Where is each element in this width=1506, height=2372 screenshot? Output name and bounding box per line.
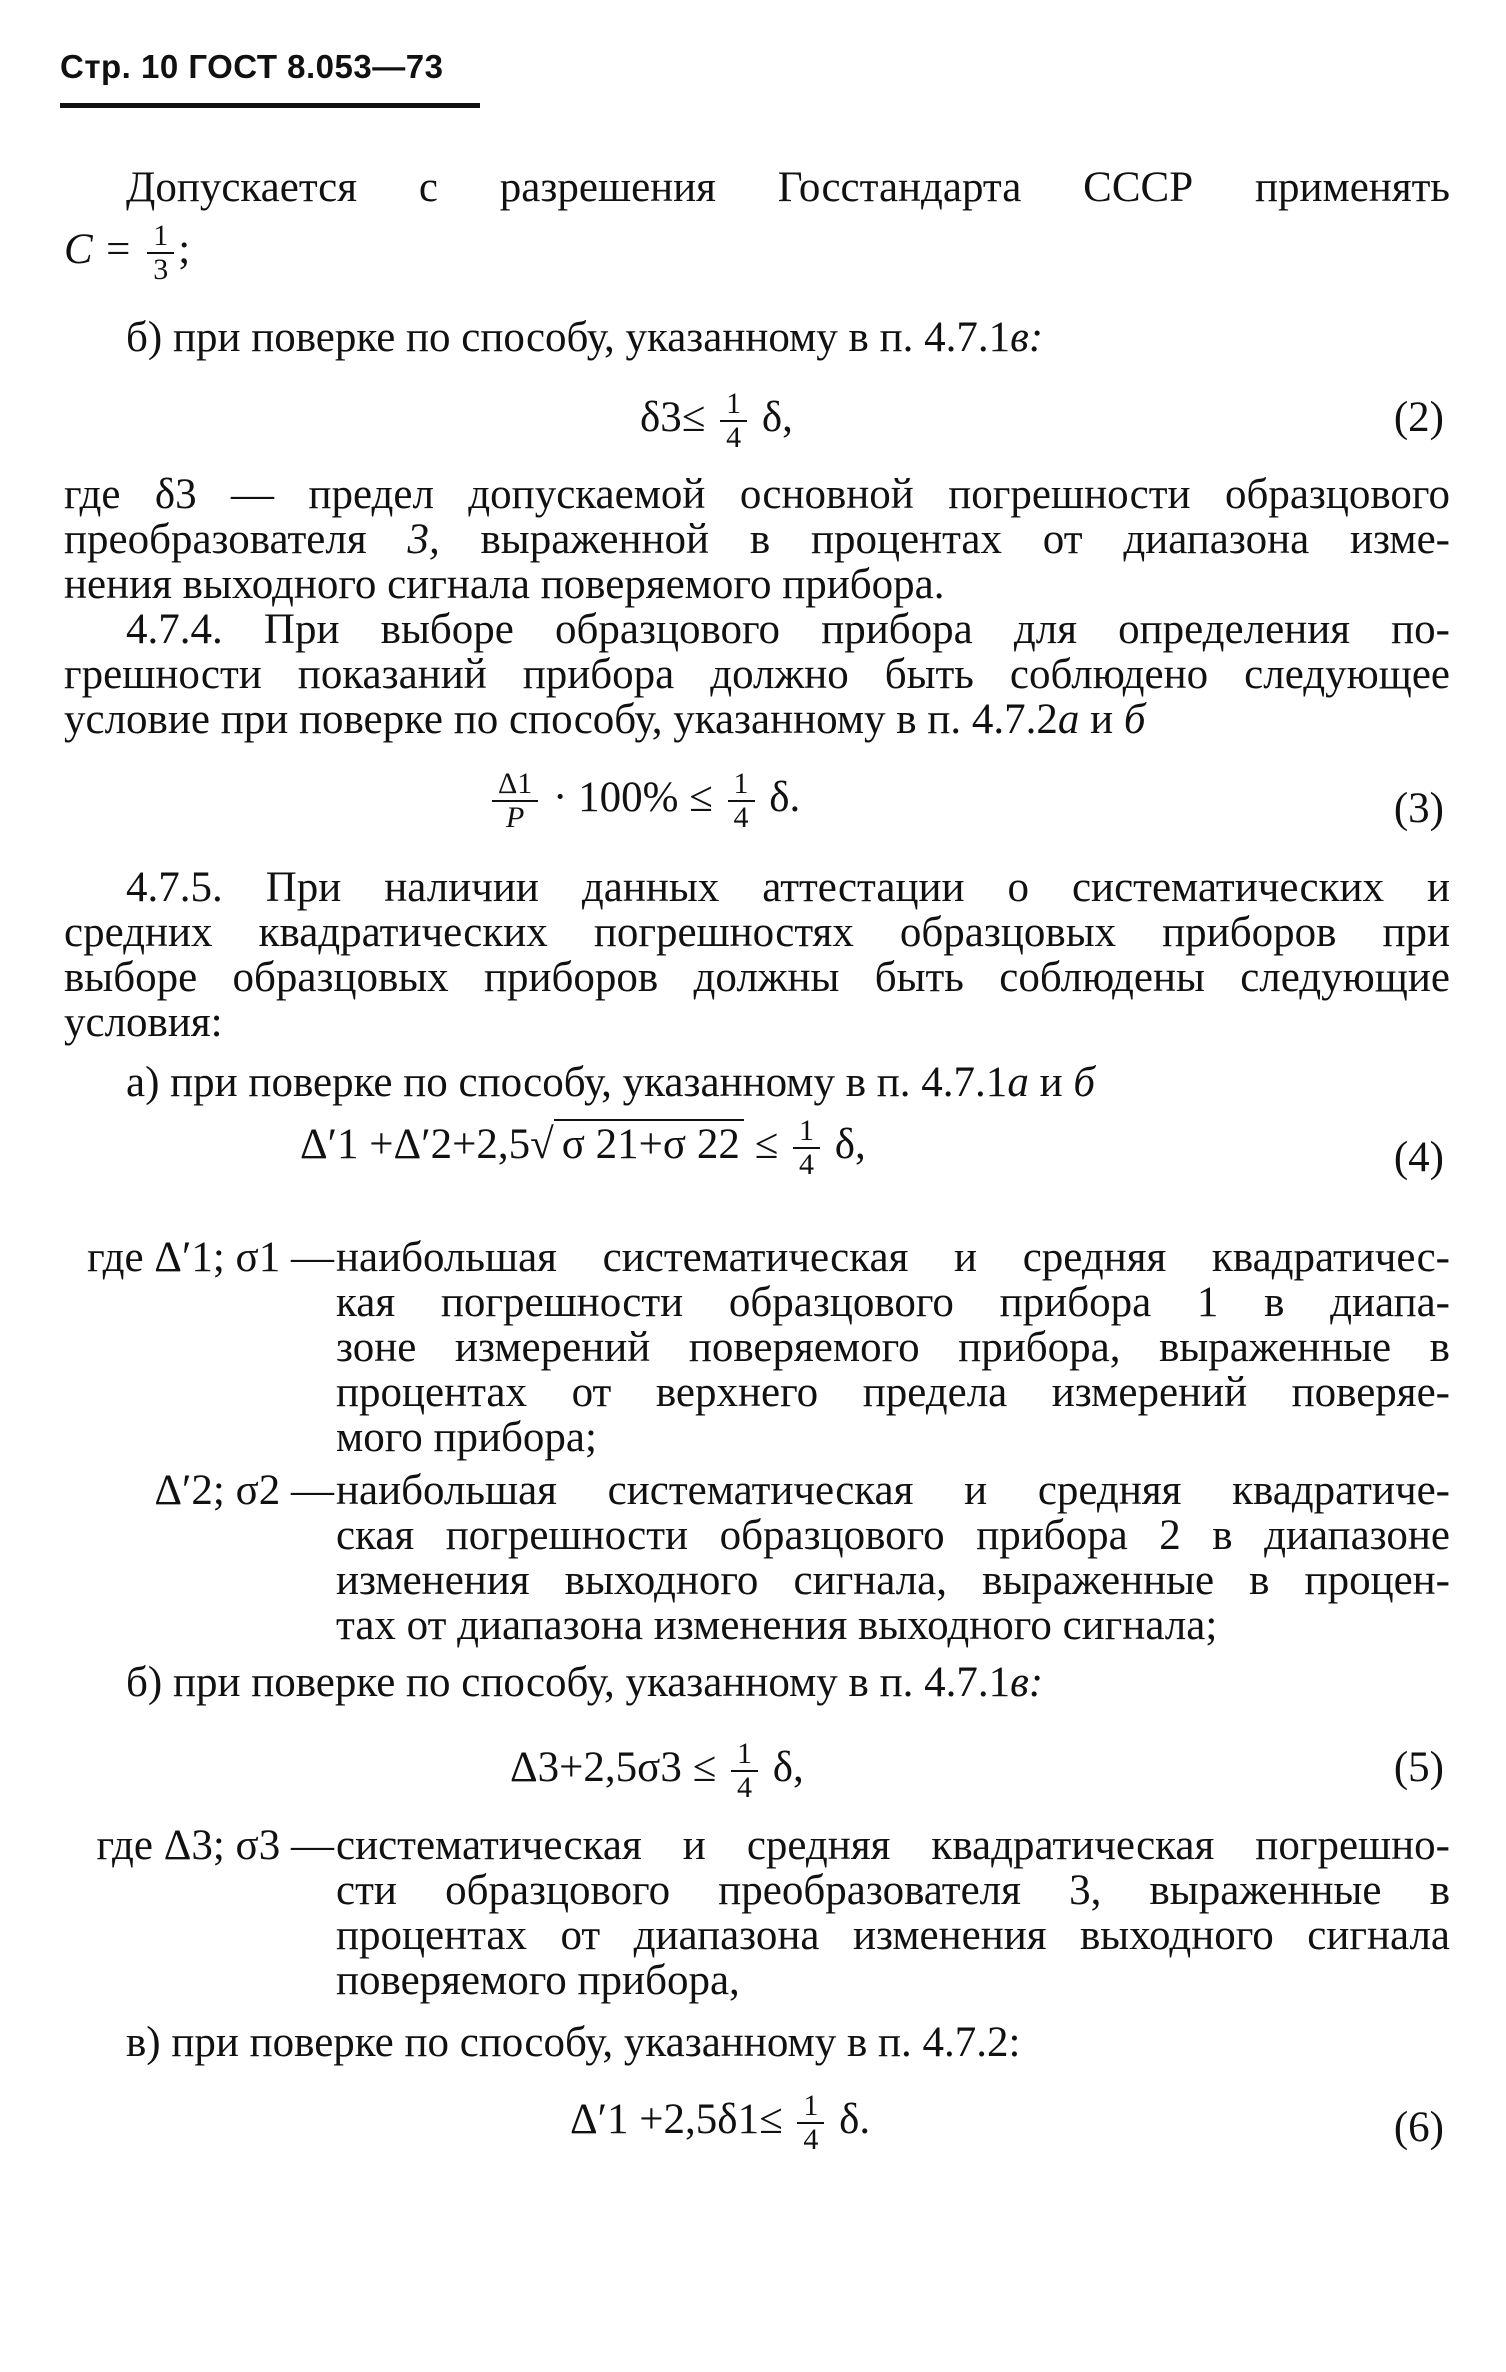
eq4-numerator: 1 [793,1115,820,1149]
eq5-denominator: 4 [736,1771,752,1804]
p475-line3: выборе образцовых приборов должны быть соблюдены следующие [64,954,1450,1001]
eq3-rhs: δ. [769,773,801,821]
eq2-rhs: δ, [761,393,793,441]
intro-line: Допускается с разрешения Госстандарта СССР применять [126,164,1450,211]
where-d3-line3: нения выходного сигнала поверяемого прибора. [64,561,945,608]
item-a-text: а) при поверке по способу, указанному в п. 4.7.1 [126,1059,1008,1106]
p475-line4: условия: [64,999,223,1046]
eq3-denominator: 4 [733,801,749,834]
item-v: в) при поверке по способу, указанному в п. 4.7.2: [126,2019,1021,2066]
item-b2-text: б) при поверке по способу, указанному в п. 4.7.1 [126,1659,1011,1706]
item-b1-ref: в: [1010,314,1044,361]
item-a-and: и [1039,1059,1063,1106]
def3-line: поверяемого прибора, [336,1957,740,2004]
eq3-left-fraction [492,768,538,834]
equation-6 [570,2090,870,2156]
c-formula [64,220,1450,286]
item-b1-text: б) при поверке по способу, указанному в п. 4.7.1 [126,314,1011,361]
p474-line3 [64,697,1450,742]
eq3-mid: · 100% ≤ [553,773,713,821]
equation-4 [300,1115,866,1181]
item-a-ref-b: б [1073,1059,1095,1106]
header-rule [60,103,480,108]
c-denominator: 3 [153,253,169,286]
where-d3-word: преобразователя [64,516,367,563]
page-header: Стр. 10 ГОСТ 8.053—73 [60,48,444,85]
eq6-rhs: δ. [839,2095,871,2143]
c-label: C = [64,225,133,273]
eq3-left-denominator [492,802,538,834]
eq4-rhs: δ, [834,1120,866,1168]
eq3-p: P [505,801,525,834]
c-fraction [147,220,174,286]
item-a [126,1060,1506,1105]
equation-2 [640,388,793,454]
eq5-numerator: 1 [731,1738,758,1772]
eq4-denominator: 4 [798,1148,814,1181]
eq2-numerator: 1 [720,388,747,422]
equation-4-number: (4) [1393,1134,1444,1181]
def3-line: процентах от диапазона изменения выходного сигнала [336,1912,1450,1959]
def2-label: Δ′2; σ2 — [154,1467,334,1514]
eq4-lhs: Δ′1 +Δ′2+2,5 [300,1120,531,1168]
eq4-fraction [793,1115,820,1181]
def1-line: наибольшая систематическая и средняя квадратичес- [336,1234,1450,1281]
def2-line: изменения выходного сигнала, выраженные в процен- [336,1557,1450,1604]
def2-line: наибольшая систематическая и средняя квадратиче- [336,1467,1450,1514]
def1-label: где Δ′1; σ1 — [87,1234,334,1281]
def3-label: где Δ3; σ3 — [96,1822,334,1869]
eq5-fraction [731,1738,758,1804]
item-a-ref-a: а [1007,1059,1029,1106]
p474-ref-a: а [1057,696,1080,743]
p474-line2: грешности показаний прибора должно быть соблюдено следующее [64,651,1450,698]
eq2-lhs: δ3≤ [640,393,706,441]
eq6-numerator: 1 [797,2090,824,2124]
p474-ref-b: б [1123,696,1146,743]
eq2-denominator: 4 [726,421,742,454]
eq5-rhs: δ, [772,1743,804,1791]
equation-5 [510,1738,804,1804]
item-b2-ref: в: [1010,1659,1044,1706]
eq3-fraction [728,768,755,834]
eq6-denominator: 4 [803,2123,819,2156]
def1-line: процентах от верхнего предела измерений поверяе- [336,1369,1450,1416]
where-d3-line2 [64,517,1450,562]
def1-line: мого прибора; [336,1414,597,1461]
p474-and: и [1090,696,1114,743]
where-d3-line1: где δ3 — предел допускаемой основной погрешности образцового [64,471,1450,518]
eq3-numerator: 1 [728,768,755,802]
eq4-sqrt: √ σ 21+σ 22 [530,1122,744,1167]
p474-line1: 4.7.4. При выборе образцового прибора для определения по- [126,606,1450,653]
def3-line: систематическая и средняя квадратическая погрешно- [336,1822,1450,1869]
eq4-radicand: σ 21+σ 22 [554,1119,744,1168]
equation-3 [488,768,800,834]
def3-line: сти образцового преобразователя 3, выраженные в [336,1867,1450,1914]
equation-6-number: (6) [1393,2104,1444,2151]
eq6-lhs: Δ′1 +2,5δ1≤ [570,2095,783,2143]
eq4-le: ≤ [754,1120,779,1168]
where-d3-ref: 3, [407,516,440,563]
def2-line: тах от диапазона изменения выходного сигнала; [336,1602,1218,1649]
p474-line3-text: условие при поверке по способу, указанному в п. 4.7.2 [64,696,1058,743]
def1-line: зоне измерений поверяемого прибора, выраженные в [336,1324,1450,1371]
item-b2 [126,1660,1506,1705]
equation-2-number: (2) [1393,394,1444,441]
eq3-left-numerator: Δ1 [492,768,538,802]
c-tail: ; [178,225,191,273]
eq6-fraction [797,2090,824,2156]
item-b1 [126,315,1506,360]
equation-3-number: (3) [1393,785,1444,832]
eq2-fraction [720,388,747,454]
eq5-lhs: Δ3+2,5σ3 ≤ [510,1743,717,1791]
def2-line: ская погрешности образцового прибора 2 в диапазоне [336,1512,1450,1559]
where-d3-rest: выраженной в процентах от диапазона изме- [480,516,1450,563]
p475-line2: средних квадратических погрешностях образцовых приборов при [64,909,1450,956]
equation-5-number: (5) [1393,1744,1444,1791]
c-numerator: 1 [147,220,174,254]
p475-line1: 4.7.5. При наличии данных аттестации о систематических и [126,864,1450,911]
def1-line: кая погрешности образцового прибора 1 в диапа- [336,1279,1450,1326]
